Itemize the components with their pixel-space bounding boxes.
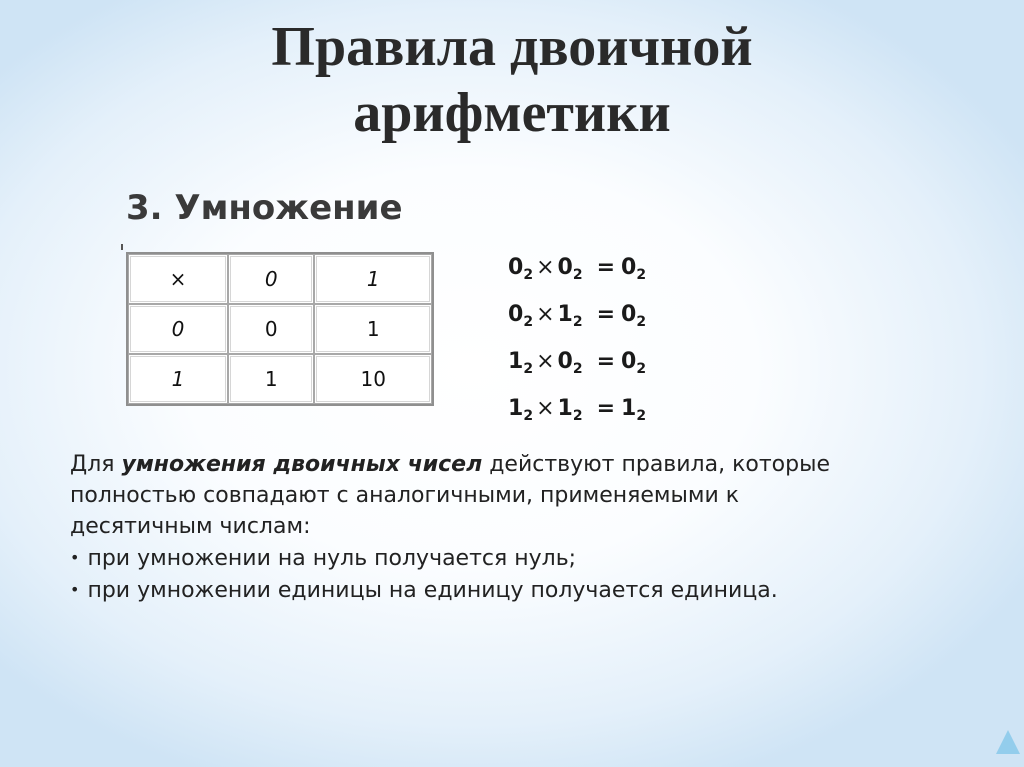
bullet-text: при умножении на нуль получается нуль;: [87, 546, 577, 571]
title-line-1: Правила двоичной: [271, 16, 753, 78]
rule-equals: =: [596, 302, 615, 327]
rule-equals: =: [596, 396, 615, 421]
rule-operand: 1: [557, 396, 573, 421]
rule-row: [508, 300, 646, 347]
table-cell: 0: [228, 254, 314, 304]
rule-base: 2: [572, 408, 583, 424]
bullet-item: [70, 542, 970, 574]
rule-result: 0: [621, 349, 637, 374]
bullet-icon: •: [70, 580, 80, 599]
rule-base: 2: [523, 361, 534, 377]
rule-base: 2: [572, 361, 583, 377]
table-row: [128, 354, 432, 404]
slide-title: [0, 14, 1024, 146]
rule-base: 2: [572, 267, 583, 283]
table-row: [128, 304, 432, 354]
rule-operand: 0: [557, 349, 573, 374]
multiplication-table: [126, 252, 434, 406]
rule-operator: ×: [536, 255, 555, 280]
table-cell: 1: [228, 354, 314, 404]
rule-operand: 0: [508, 255, 524, 280]
table-cell: 0: [128, 304, 228, 354]
table-cell: 10: [314, 354, 432, 404]
rule-operator: ×: [536, 302, 555, 327]
table-corner-mark: [121, 244, 123, 250]
rule-base: 2: [636, 267, 647, 283]
rule-row: [508, 347, 646, 394]
emphasis-text: умножения двоичных чисел: [121, 452, 483, 477]
bullet-text: при умножении единицы на единицу получается единица.: [87, 578, 778, 603]
table-cell: ×: [128, 254, 228, 304]
rule-row: [508, 253, 646, 300]
title-line-2: арифметики: [353, 82, 671, 144]
description-text: [70, 449, 970, 606]
rule-row: [508, 394, 646, 441]
table-cell: 1: [314, 254, 432, 304]
rule-base: 2: [523, 314, 534, 330]
description-line: десятичным числам:: [70, 514, 311, 539]
rule-result: 1: [621, 396, 637, 421]
table-header-row: [128, 254, 432, 304]
rule-base: 2: [572, 314, 583, 330]
rule-result: 0: [621, 302, 637, 327]
rule-base: 2: [523, 408, 534, 424]
rule-operand: 0: [508, 302, 524, 327]
rule-base: 2: [636, 314, 647, 330]
table-cell: 1: [314, 304, 432, 354]
triangle-decoration-icon: [996, 730, 1020, 754]
description-line: [70, 449, 970, 480]
bullet-item: [70, 574, 970, 606]
text-run: Для: [70, 452, 122, 477]
description-line: полностью совпадают с аналогичными, применяемыми к: [70, 483, 740, 508]
rule-operator: ×: [536, 396, 555, 421]
rule-equals: =: [596, 255, 615, 280]
rule-base: 2: [636, 361, 647, 377]
rule-operand: 1: [508, 349, 524, 374]
rule-operator: ×: [536, 349, 555, 374]
section-heading: 3. Умножение: [126, 188, 403, 228]
text-run: действуют правила, которые: [482, 452, 830, 477]
bullet-icon: •: [70, 548, 80, 567]
rule-base: 2: [523, 267, 534, 283]
rule-result: 0: [621, 255, 637, 280]
rule-operand: 0: [557, 255, 573, 280]
rule-operand: 1: [557, 302, 573, 327]
rule-equals: =: [596, 349, 615, 374]
table-cell: 1: [128, 354, 228, 404]
rule-operand: 1: [508, 396, 524, 421]
rule-base: 2: [636, 408, 647, 424]
multiplication-rules: [508, 253, 646, 441]
table-cell: 0: [228, 304, 314, 354]
